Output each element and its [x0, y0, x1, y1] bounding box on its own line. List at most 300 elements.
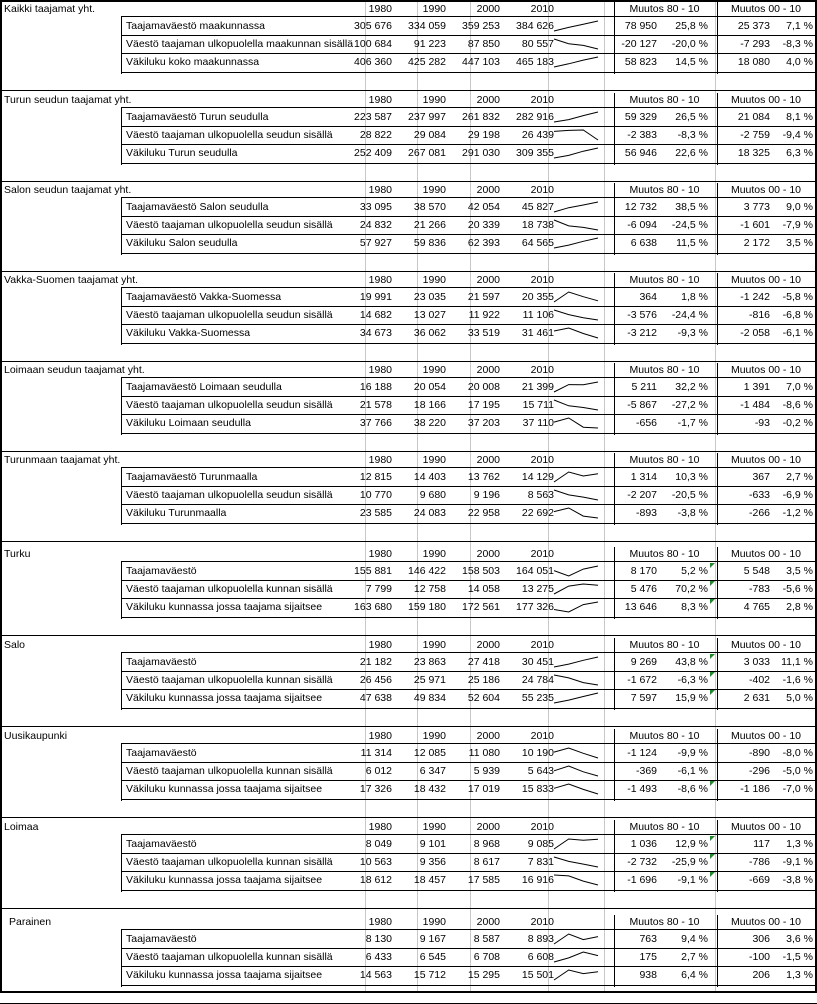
sparkline: [554, 219, 598, 231]
change-80-10: -1 493: [627, 783, 657, 795]
value-cell-1980: 406 360: [354, 56, 392, 68]
change-00-10: 3 773: [743, 201, 770, 213]
value-cell-1980: 28 822: [359, 129, 392, 141]
year-header: 2010: [530, 821, 554, 833]
change-00-10: 2 631: [743, 692, 770, 704]
value-cell-2010: 26 439: [521, 129, 554, 141]
value-cell-1990: 20 054: [413, 381, 446, 393]
value-cell-1990: 9 356: [419, 856, 446, 868]
value-cell-1980: 21 182: [359, 656, 392, 668]
sparkline-series: [554, 148, 598, 158]
year-header: 1980: [368, 730, 392, 742]
sparkline: [554, 291, 598, 303]
change-pct-80-10: 38,5 %: [675, 201, 708, 213]
change-pct-80-10: 9,4 %: [681, 933, 708, 945]
section-label-sep: [121, 652, 122, 710]
comment-flag-icon: [710, 599, 715, 604]
change-header-80-10: Muutos 80 - 10: [629, 916, 700, 928]
change-header-80-10: Muutos 80 - 10: [629, 730, 700, 742]
value-cell-1980: 19 991: [359, 291, 392, 303]
section-bottom-line: [0, 726, 817, 727]
change-00-10: -816: [748, 309, 770, 321]
change-header-80-10: Muutos 80 - 10: [629, 94, 700, 106]
sparkline: [554, 507, 598, 519]
value-cell-2000: 14 058: [467, 583, 500, 595]
change-pct-00-10: -6,9 %: [782, 489, 813, 501]
value-cell-2010: 282 916: [516, 111, 554, 123]
change-pct-00-10: -8,3 %: [782, 38, 813, 50]
row-label: Väkiluku kunnassa jossa taajama sijaitsee: [126, 874, 323, 886]
sparkline-series: [554, 693, 598, 703]
change-header-80-10: Muutos 80 - 10: [629, 821, 700, 833]
change-header-80-10: Muutos 80 - 10: [629, 3, 700, 15]
change-00-10: -100: [748, 951, 770, 963]
change-header-00-10: Muutos 00 - 10: [730, 548, 802, 560]
sparkline: [554, 601, 598, 613]
value-cell-1990: 23 863: [413, 656, 446, 668]
section-header-line: [121, 197, 816, 198]
value-cell-2000: 158 503: [462, 565, 500, 577]
change-pct-80-10: 11,5 %: [676, 237, 708, 249]
change-80-10: 5 211: [631, 381, 657, 393]
change-pct-00-10: -7,0 %: [782, 783, 813, 795]
section-label-sep: [121, 16, 122, 74]
section-label-sep: [121, 287, 122, 345]
value-cell-1990: 6 545: [419, 951, 446, 963]
change-pct-80-10: 32,2 %: [675, 381, 708, 393]
year-header: 1990: [422, 639, 446, 651]
sparkline: [554, 38, 598, 50]
sparkline: [554, 583, 598, 595]
change-80-10: -5 867: [627, 399, 657, 411]
comment-flag-icon: [710, 563, 715, 568]
value-cell-2010: 8 893: [527, 933, 554, 945]
change-pct-80-10: -24,5 %: [671, 219, 708, 231]
value-cell-2010: 45 827: [521, 201, 554, 213]
change-pct-00-10: 5,0 %: [786, 692, 813, 704]
change-pct-00-10: 3,5 %: [786, 237, 813, 249]
row-label: Väestö taajaman ulkopuolella kunnan sisällä: [126, 583, 333, 595]
value-cell-2010: 15 711: [522, 399, 554, 411]
section-data-bottom: [121, 985, 816, 986]
value-cell-2010: 164 051: [516, 565, 554, 577]
year-header: 1990: [422, 548, 446, 560]
row-line: [121, 966, 816, 967]
change-pct-00-10: -1,6 %: [782, 674, 813, 686]
value-cell-2000: 17 195: [467, 399, 500, 411]
value-cell-2000: 42 054: [467, 201, 500, 213]
row-label: Väestö taajaman ulkopuolella seudun sisällä: [126, 219, 333, 231]
sparkline: [554, 381, 598, 393]
year-header: 1990: [422, 916, 446, 928]
sparkline: [554, 692, 598, 704]
comment-flag-icon: [710, 672, 715, 677]
value-cell-2010: 465 183: [516, 56, 554, 68]
change-pct-00-10: 3,5 %: [786, 565, 813, 577]
comment-flag-icon: [710, 872, 715, 877]
year-header: 1980: [368, 274, 392, 286]
change-pct-80-10: -9,1 %: [677, 874, 708, 886]
sparkline: [554, 856, 598, 868]
row-label: Taajamaväestö maakunnassa: [126, 20, 265, 32]
change-header-00-10: Muutos 00 - 10: [730, 94, 802, 106]
sparkline: [554, 111, 598, 123]
value-cell-2000: 20 008: [467, 381, 500, 393]
sparkline-series: [554, 875, 598, 885]
row-label: Väestö taajaman ulkopuolella kunnan sisällä: [126, 951, 333, 963]
value-cell-1980: 252 409: [354, 147, 392, 159]
grid-vline: [604, 2, 605, 991]
change-pct-00-10: -0,2 %: [782, 417, 813, 429]
value-cell-2000: 5 939: [473, 765, 500, 777]
value-cell-1990: 6 347: [419, 765, 446, 777]
change-pct-80-10: 6,4 %: [681, 969, 708, 981]
row-label: Väkiluku kunnassa jossa taajama sijaitsee: [126, 783, 323, 795]
change-pct-00-10: 8,1 %: [786, 111, 813, 123]
sparkline: [554, 20, 598, 32]
value-cell-2000: 33 519: [467, 327, 500, 339]
change-pct-00-10: -1,5 %: [782, 951, 813, 963]
change-00-10: -402: [748, 674, 770, 686]
value-cell-1990: 425 282: [408, 56, 446, 68]
year-header: 2010: [530, 454, 554, 466]
row-line: [121, 486, 816, 487]
change-00-10: -2 759: [740, 129, 770, 141]
section-header-line: [121, 652, 816, 653]
year-header: 2010: [530, 916, 554, 928]
row-line: [121, 35, 816, 36]
change-00-10: 5 548: [743, 565, 770, 577]
section-title: Uusikaupunki: [4, 730, 68, 742]
section-header-line: [121, 929, 816, 930]
row-label: Taajamaväestö Loimaan seudulla: [126, 381, 282, 393]
change-80-10: 78 950: [624, 20, 657, 32]
change-80-10: 6 638: [630, 237, 657, 249]
section-data-bottom: [121, 163, 816, 164]
row-label: Taajamaväestö Salon seudulla: [126, 201, 269, 213]
sparkline: [554, 674, 598, 686]
value-cell-1980: 24 832: [359, 219, 392, 231]
row-line: [121, 53, 816, 54]
value-cell-2000: 29 198: [467, 129, 500, 141]
section-label-sep: [121, 929, 122, 987]
change-pct-00-10: -5,8 %: [782, 291, 813, 303]
row-line: [121, 762, 816, 763]
value-cell-1990: 146 422: [408, 565, 446, 577]
value-cell-2000: 15 295: [467, 969, 500, 981]
value-cell-2000: 359 253: [462, 20, 500, 32]
change-00-10: -783: [748, 583, 770, 595]
section-title: Loimaa: [4, 821, 39, 833]
change-00-10: -1 484: [740, 399, 770, 411]
change-00-10: 18 080: [737, 56, 770, 68]
row-line: [121, 324, 816, 325]
change-header-80-10: Muutos 80 - 10: [629, 184, 700, 196]
grid-vline: [715, 2, 716, 991]
change-pct-80-10: -3,8 %: [677, 507, 708, 519]
change-pct-00-10: 9,0 %: [786, 201, 813, 213]
year-header: 1980: [368, 364, 392, 376]
value-cell-2000: 9 196: [473, 489, 500, 501]
row-line: [121, 306, 816, 307]
row-label: Väkiluku Turunmaalla: [126, 507, 227, 519]
sparkline-series: [554, 418, 598, 428]
change-pct-00-10: 4,0 %: [786, 56, 813, 68]
change-pct-00-10: 2,7 %: [786, 471, 813, 483]
change-pct-80-10: 15,9 %: [675, 692, 708, 704]
section-label-sep: [121, 197, 122, 255]
sparkline: [554, 765, 598, 777]
year-header: 1990: [422, 364, 446, 376]
value-cell-2010: 20 355: [521, 291, 554, 303]
value-cell-2010: 9 085: [527, 838, 554, 850]
change-00-10: 4 765: [743, 601, 770, 613]
row-line: [121, 504, 816, 505]
row-label: Taajamaväestö Turunmaalla: [126, 471, 258, 483]
year-header: 1980: [368, 548, 392, 560]
change-pct-00-10: -5,0 %: [782, 765, 813, 777]
row-label: Taajamaväestö: [126, 565, 197, 577]
value-cell-1990: 23 035: [413, 291, 446, 303]
change-pct-80-10: -25,9 %: [671, 856, 708, 868]
change-00-10: 306: [752, 933, 770, 945]
sparkline: [554, 237, 598, 249]
year-header: 2000: [476, 639, 500, 651]
change-pct-80-10: -9,9 %: [677, 747, 708, 759]
change-80-10: 938: [639, 969, 657, 981]
section-header-line: [121, 377, 816, 378]
change-80-10: 12 732: [624, 201, 657, 213]
section-label-sep: [121, 834, 122, 892]
section-header-line: [121, 561, 816, 562]
section-title: Parainen: [9, 916, 52, 928]
section-data-bottom: [121, 253, 816, 254]
section-data-bottom: [121, 72, 816, 73]
sparkline-series: [554, 238, 598, 248]
change-pct-80-10: -20,0 %: [671, 38, 708, 50]
value-cell-2010: 30 451: [521, 656, 554, 668]
year-header: 2000: [476, 730, 500, 742]
change-00-10: 3 033: [743, 656, 770, 668]
change-00-10: -266: [748, 507, 770, 519]
change-pct-80-10: 1,8 %: [681, 291, 708, 303]
year-header: 2010: [530, 548, 554, 560]
year-header: 2000: [476, 274, 500, 286]
section-label-sep: [121, 743, 122, 801]
value-cell-2010: 8 563: [527, 489, 554, 501]
row-label: Taajamaväestö: [126, 838, 197, 850]
change-pct-00-10: -8,0 %: [782, 747, 813, 759]
sparkline-series: [554, 566, 598, 576]
year-header: 1990: [422, 184, 446, 196]
year-header: 2010: [530, 94, 554, 106]
sparkline-series: [554, 657, 598, 667]
change-header-80-10: Muutos 80 - 10: [629, 548, 700, 560]
change-80-10: 763: [639, 933, 657, 945]
row-label: Taajamaväestö Vakka-Suomessa: [126, 291, 282, 303]
value-cell-1980: 14 682: [359, 309, 392, 321]
value-cell-2000: 21 597: [467, 291, 500, 303]
year-header: 2010: [530, 3, 554, 15]
year-header: 1990: [422, 94, 446, 106]
change-80-10: 7 597: [630, 692, 657, 704]
sparkline-series: [554, 490, 598, 500]
year-header: 1990: [422, 3, 446, 15]
change-00-10: -786: [748, 856, 770, 868]
value-cell-1980: 10 770: [359, 489, 392, 501]
change-pct-80-10: -9,3 %: [677, 327, 708, 339]
change-pct-80-10: 22,6 %: [675, 147, 708, 159]
sparkline-series: [554, 584, 598, 594]
section-data-bottom: [121, 799, 816, 800]
value-cell-2010: 177 326: [516, 601, 554, 613]
value-cell-2010: 37 110: [522, 417, 554, 429]
value-cell-1980: 33 095: [359, 201, 392, 213]
value-cell-1990: 18 432: [413, 783, 446, 795]
change-header-80-10: Muutos 80 - 10: [629, 274, 700, 286]
value-cell-2000: 13 762: [467, 471, 500, 483]
value-cell-1990: 9 101: [419, 838, 446, 850]
value-cell-1990: 25 971: [413, 674, 446, 686]
sparkline-series: [554, 766, 598, 776]
value-cell-1980: 10 563: [359, 856, 392, 868]
year-header: 2000: [476, 184, 500, 196]
change-pct-80-10: -1,7 %: [677, 417, 708, 429]
change-pct-00-10: -9,1 %: [782, 856, 813, 868]
change-80-10: -3 576: [627, 309, 657, 321]
value-cell-2010: 55 235: [521, 692, 554, 704]
value-cell-1990: 36 062: [413, 327, 446, 339]
year-header: 2010: [530, 364, 554, 376]
change-80-10: 59 329: [624, 111, 657, 123]
change-80-10: 58 823: [624, 56, 657, 68]
row-label: Väestö taajaman ulkopuolella kunnan sisällä: [126, 674, 333, 686]
sparkline: [554, 747, 598, 759]
sparkline: [554, 327, 598, 339]
comment-flag-icon: [710, 654, 715, 659]
change-80-10: -656: [635, 417, 657, 429]
sparkline: [554, 783, 598, 795]
row-label: Väkiluku kunnassa jossa taajama sijaitsee: [126, 601, 323, 613]
value-cell-2010: 309 355: [516, 147, 554, 159]
change-80-10: 5 476: [630, 583, 657, 595]
change-00-10: -1 186: [740, 783, 770, 795]
row-label: Väkiluku Loimaan seudulla: [126, 417, 251, 429]
row-label: Taajamaväestö: [126, 933, 197, 945]
value-cell-1980: 6 012: [365, 765, 392, 777]
change-00-10: -669: [748, 874, 770, 886]
value-cell-2000: 27 418: [467, 656, 500, 668]
section-bottom-line: [0, 271, 817, 272]
value-cell-1980: 8 130: [365, 933, 392, 945]
value-cell-2010: 7 831: [527, 856, 554, 868]
value-cell-1980: 11 314: [360, 747, 392, 759]
sparkline-series: [554, 130, 598, 140]
change-80-10: 56 946: [624, 147, 657, 159]
change-80-10: -20 127: [621, 38, 657, 50]
frame-left: [0, 0, 2, 993]
comment-flag-icon: [710, 781, 715, 786]
change-pct-80-10: 10,3 %: [675, 471, 708, 483]
value-cell-2010: 14 129: [521, 471, 554, 483]
section-header-line: [121, 743, 816, 744]
value-cell-2010: 18 738: [521, 219, 554, 231]
section-title: Turku: [4, 548, 31, 560]
value-cell-2010: 11 106: [522, 309, 554, 321]
section-label-sep: [121, 107, 122, 165]
value-cell-2010: 64 565: [521, 237, 554, 249]
change-pct-80-10: 43,8 %: [675, 656, 708, 668]
value-cell-1990: 18 457: [413, 874, 446, 886]
value-cell-1990: 21 266: [413, 219, 446, 231]
sparkline: [554, 147, 598, 159]
change-pct-00-10: 1,3 %: [786, 969, 813, 981]
change-80-10: 9 269: [630, 656, 657, 668]
change-80-10: -6 094: [627, 219, 657, 231]
sparkline-series: [554, 292, 598, 302]
value-cell-1990: 9 680: [419, 489, 446, 501]
value-cell-1980: 163 680: [354, 601, 392, 613]
comment-flag-icon: [710, 854, 715, 859]
value-cell-2000: 291 030: [462, 147, 500, 159]
value-cell-2010: 6 608: [527, 951, 554, 963]
change-00-10: 2 172: [743, 237, 770, 249]
value-cell-1990: 29 084: [413, 129, 446, 141]
section-title: Salon seudun taajamat yht.: [4, 184, 132, 196]
year-header: 2000: [476, 821, 500, 833]
change-pct-00-10: -8,6 %: [782, 399, 813, 411]
change-00-10: -890: [748, 747, 770, 759]
year-header: 2000: [476, 548, 500, 560]
value-cell-2000: 8 617: [473, 856, 500, 868]
sparkline-series: [554, 112, 598, 122]
year-header: 1980: [368, 821, 392, 833]
section-title: Loimaan seudun taajamat yht.: [4, 364, 145, 376]
sparkline-series: [554, 220, 598, 230]
change-pct-00-10: -6,8 %: [782, 309, 813, 321]
value-cell-2010: 384 626: [516, 20, 554, 32]
section-bottom-line: [0, 541, 817, 542]
sparkline-series: [554, 328, 598, 338]
section-bottom-line: [0, 635, 817, 636]
value-cell-1990: 14 403: [413, 471, 446, 483]
value-cell-2000: 25 186: [467, 674, 500, 686]
section-header-line: [121, 107, 816, 108]
value-cell-1990: 91 223: [413, 38, 446, 50]
year-header: 1990: [422, 730, 446, 742]
year-header: 2010: [530, 274, 554, 286]
change-00-10: 367: [752, 471, 770, 483]
comment-flag-icon: [710, 836, 715, 841]
sparkline: [554, 951, 598, 963]
row-line: [121, 126, 816, 127]
change-header-00-10: Muutos 00 - 10: [730, 639, 802, 651]
change-80-10: -3 212: [627, 327, 657, 339]
comment-flag-icon: [710, 690, 715, 695]
value-cell-1980: 23 585: [359, 507, 392, 519]
sparkline-series: [554, 400, 598, 410]
value-cell-1990: 38 570: [413, 201, 446, 213]
change-80-10: -2 383: [627, 129, 657, 141]
year-header: 2010: [530, 639, 554, 651]
value-cell-1990: 9 167: [419, 933, 446, 945]
sparkline: [554, 56, 598, 68]
sparkline-series: [554, 508, 598, 518]
row-label: Väkiluku Turun seudulla: [126, 147, 238, 159]
section-data-bottom: [121, 708, 816, 709]
value-cell-1990: 12 085: [413, 747, 446, 759]
change-00-10: -633: [748, 489, 770, 501]
